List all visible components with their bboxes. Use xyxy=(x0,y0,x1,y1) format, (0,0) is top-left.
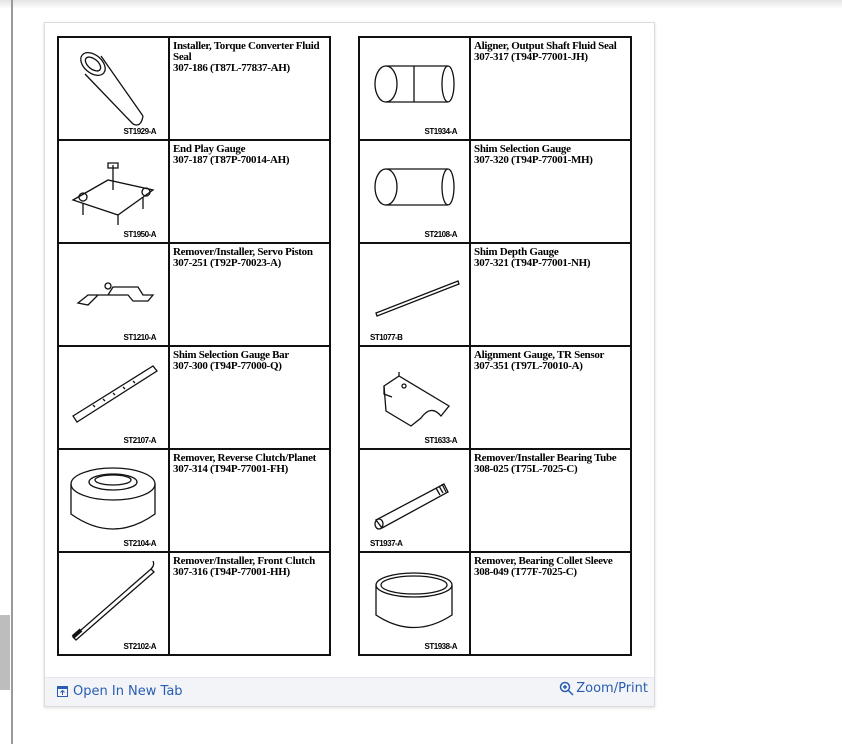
tool-illustration-cell xyxy=(359,243,470,346)
zoom-in-icon xyxy=(559,681,574,696)
tool-row xyxy=(58,346,330,449)
figure-code: ST1934-A xyxy=(424,127,457,136)
tool-illustration-cell xyxy=(58,346,169,449)
tool-illustration-cell xyxy=(359,140,470,243)
seal-aligner-icon xyxy=(364,42,464,130)
tool-row xyxy=(58,37,330,140)
tool-description-cell xyxy=(470,243,631,346)
tool-illustration-cell xyxy=(58,243,169,346)
tool-row xyxy=(359,552,631,655)
tool-number: 307-320 (T94P-77001-MH) xyxy=(474,154,593,166)
tool-description-cell xyxy=(470,140,631,243)
figure-code: ST1633-A xyxy=(424,436,457,445)
tool-name: Remover/Installer, Servo Piston xyxy=(173,246,313,258)
figure-code: ST1937-A xyxy=(370,539,403,548)
tool-name: Shim Selection Gauge Bar xyxy=(173,349,289,361)
tool-row xyxy=(58,140,330,243)
tool-description-cell xyxy=(470,449,631,552)
figure-code: ST2107-A xyxy=(123,436,156,445)
tool-name: Remover/Installer, Front Clutch xyxy=(173,555,315,567)
tool-description-cell xyxy=(169,140,330,243)
tr-sensor-gauge-icon xyxy=(364,351,464,439)
zoom-print-link[interactable] xyxy=(559,681,648,696)
tool-illustration-cell xyxy=(359,37,470,140)
tool-installer-icon xyxy=(63,42,163,130)
tool-number: 307-316 (T94P-77001-HH) xyxy=(173,566,290,578)
tool-description-cell xyxy=(169,37,330,140)
header-shadow xyxy=(0,0,842,9)
tool-illustration-cell xyxy=(58,140,169,243)
tool-row xyxy=(359,140,631,243)
tool-name: Remover, Bearing Collet Sleeve xyxy=(474,555,613,567)
tool-number: 307-321 (T94P-77001-NH) xyxy=(474,257,591,269)
tool-row xyxy=(359,346,631,449)
tool-number: 307-351 (T97L-70010-A) xyxy=(474,360,583,372)
tool-row xyxy=(58,552,330,655)
tool-name: Shim Selection Gauge xyxy=(474,143,571,155)
tool-illustration-cell xyxy=(359,346,470,449)
tool-illustration-cell xyxy=(58,37,169,140)
clutch-remover-icon xyxy=(63,454,163,542)
figure-code: ST1938-A xyxy=(424,642,457,651)
tool-description-cell xyxy=(470,552,631,655)
tool-number: 307-187 (T87P-70014-AH) xyxy=(173,154,290,166)
open-in-new-tab-label: Open In New Tab xyxy=(73,684,183,699)
tool-illustration-cell xyxy=(359,552,470,655)
figure-code: ST2108-A xyxy=(424,230,457,239)
diagram-card xyxy=(44,22,655,707)
scrollbar-thumb[interactable] xyxy=(0,615,10,690)
tool-number: 307-251 (T92P-70023-A) xyxy=(173,257,281,269)
tool-illustration-cell xyxy=(359,449,470,552)
front-clutch-tool-icon xyxy=(63,557,163,645)
figure-code: ST1929-A xyxy=(123,127,156,136)
tool-name: Alignment Gauge, TR Sensor xyxy=(474,349,605,361)
end-play-gauge-icon xyxy=(63,145,163,233)
tool-number: 308-025 (T75L-7025-C) xyxy=(474,463,578,475)
tool-illustration-cell xyxy=(58,552,169,655)
figure-code: ST1210-A xyxy=(123,333,156,342)
tool-number: 308-049 (T77F-7025-C) xyxy=(474,566,577,578)
tool-description-cell xyxy=(169,346,330,449)
bearing-tube-tool-icon xyxy=(364,454,464,542)
collet-sleeve-icon xyxy=(364,557,464,645)
tool-row xyxy=(58,449,330,552)
left-border xyxy=(11,0,13,744)
tool-row xyxy=(359,37,631,140)
tool-description-cell xyxy=(169,243,330,346)
figure-code: ST2104-A xyxy=(123,539,156,548)
tool-description-cell xyxy=(470,37,631,140)
figure-code: ST2102-A xyxy=(123,642,156,651)
tools-table-right xyxy=(358,36,632,656)
gauge-bar-icon xyxy=(63,351,163,439)
servo-piston-tool-icon xyxy=(63,248,163,336)
tool-number: 307-300 (T94P-77000-Q) xyxy=(173,360,282,372)
tool-description-cell xyxy=(470,346,631,449)
zoom-print-label: Zoom/Print xyxy=(576,681,648,696)
open-tab-icon xyxy=(57,686,68,697)
tool-name: End Play Gauge xyxy=(173,143,246,155)
tool-name: Remover/Installer Bearing Tube xyxy=(474,452,617,464)
shim-gauge-icon xyxy=(364,145,464,233)
card-footer xyxy=(45,677,654,706)
tool-row xyxy=(58,243,330,346)
tool-illustration-cell xyxy=(58,449,169,552)
open-in-new-tab-link[interactable] xyxy=(57,684,183,699)
depth-gauge-icon xyxy=(364,248,464,336)
figure-code: ST1950-A xyxy=(123,230,156,239)
tool-description-cell xyxy=(169,552,330,655)
tool-name: Shim Depth Gauge xyxy=(474,246,559,258)
tool-row xyxy=(359,243,631,346)
tool-name: Remover, Reverse Clutch/Planet xyxy=(173,452,317,464)
tool-number: 307-186 (T87L-77837-AH) xyxy=(173,62,290,74)
tool-name: Installer, Torque Converter Fluid Seal xyxy=(173,40,320,63)
tool-name: Aligner, Output Shaft Fluid Seal xyxy=(474,40,617,52)
tool-row xyxy=(359,449,631,552)
figure-code: ST1077-B xyxy=(370,333,403,342)
tool-number: 307-317 (T94P-77001-JH) xyxy=(474,51,588,63)
tool-description-cell xyxy=(169,449,330,552)
tool-number: 307-314 (T94P-77001-FH) xyxy=(173,463,288,475)
tools-table-left xyxy=(57,36,331,656)
